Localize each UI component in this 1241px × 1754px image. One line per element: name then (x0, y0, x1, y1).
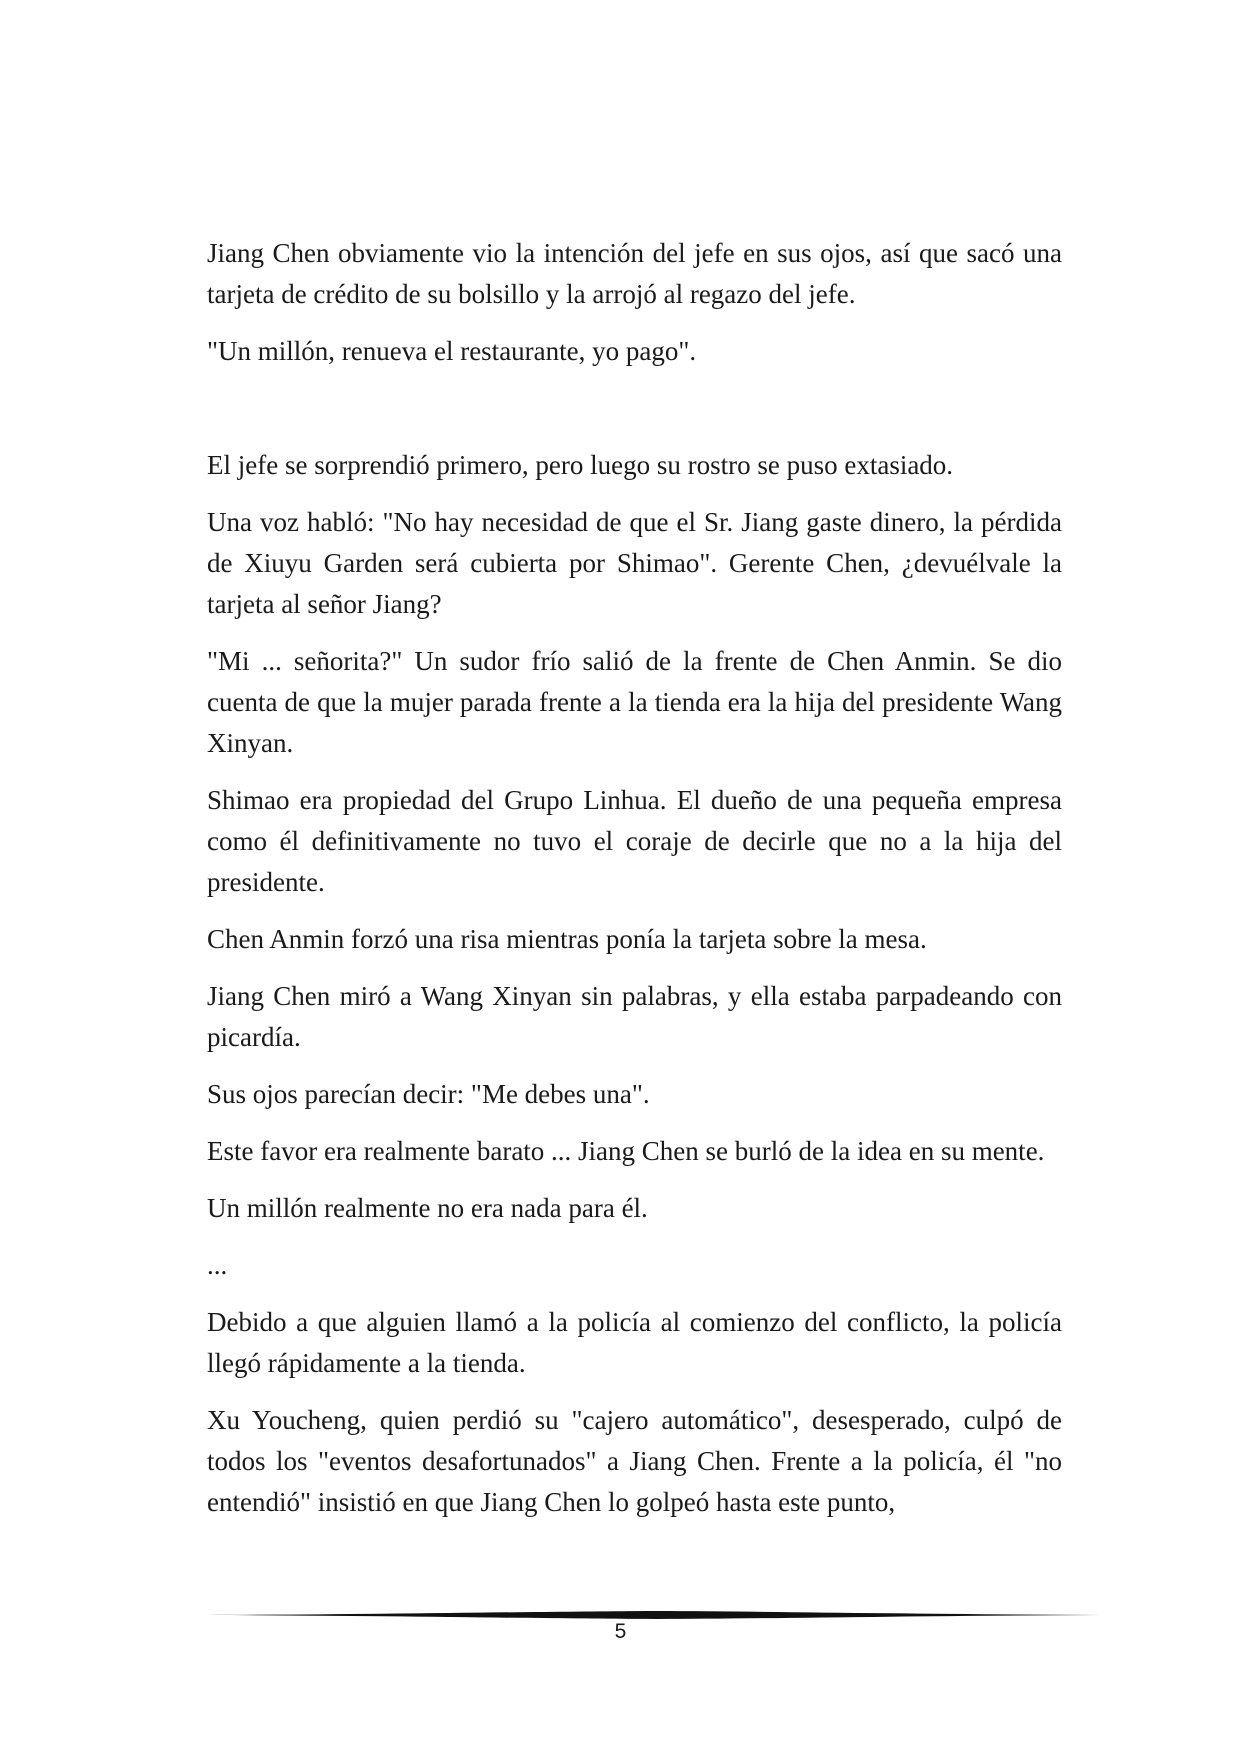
page-number: 5 (614, 1620, 627, 1643)
paragraph: Sus ojos parecían decir: "Me debes una". (207, 1079, 650, 1109)
body-text (207, 233, 1062, 1539)
paragraph: Xu Youcheng, quien perdió su "cajero automático", desesperado, culpó de todos los "eventos desafortunados" a Jiang Chen. Frente a la policía, él "no entendió" insistió en que Jiang Chen lo golpeó hasta este punto, (207, 1405, 1062, 1517)
paragraph: Jiang Chen miró a Wang Xinyan sin palabras, y ella estaba parpadeando con picardía. (207, 981, 1062, 1052)
paragraph: Chen Anmin forzó una risa mientras ponía la tarjeta sobre la mesa. (207, 924, 927, 954)
paragraph: Jiang Chen obviamente vio la intención del jefe en sus ojos, así que sacó una tarjeta de crédito de su bolsillo y la arrojó al regazo del jefe. (207, 238, 1062, 309)
paragraph: "Un millón, renueva el restaurante, yo pago". (207, 336, 697, 366)
paragraph: Shimao era propiedad del Grupo Linhua. El dueño de una pequeña empresa como él definitivamente no tuvo el coraje de decirle que no a la hija del presidente. (207, 785, 1062, 897)
paragraph: El jefe se sorprendió primero, pero luego su rostro se puso extasiado. (207, 450, 954, 480)
paragraph: "Mi ... señorita?" Un sudor frío salió de la frente de Chen Anmin. Se dio cuenta de que la mujer parada frente a la tienda era la hija del presidente Wang Xinyan. (207, 646, 1062, 758)
scene-break: ... (207, 1250, 228, 1280)
paragraph-spacer (207, 388, 1062, 445)
paragraph: Una voz habló: "No hay necesidad de que el Sr. Jiang gaste dinero, la pérdida de Xiuyu Garden será cubierta por Shimao". Gerente Chen, ¿devuélvale la tarjeta al señor Jiang? (207, 507, 1062, 619)
paragraph: Un millón realmente no era nada para él. (207, 1193, 648, 1223)
paragraph: Este favor era realmente barato ... Jiang Chen se burló de la idea en su mente. (207, 1136, 1045, 1166)
paragraph: Debido a que alguien llamó a la policía al comienzo del conflicto, la policía llegó rápidamente a la tienda. (207, 1307, 1062, 1378)
